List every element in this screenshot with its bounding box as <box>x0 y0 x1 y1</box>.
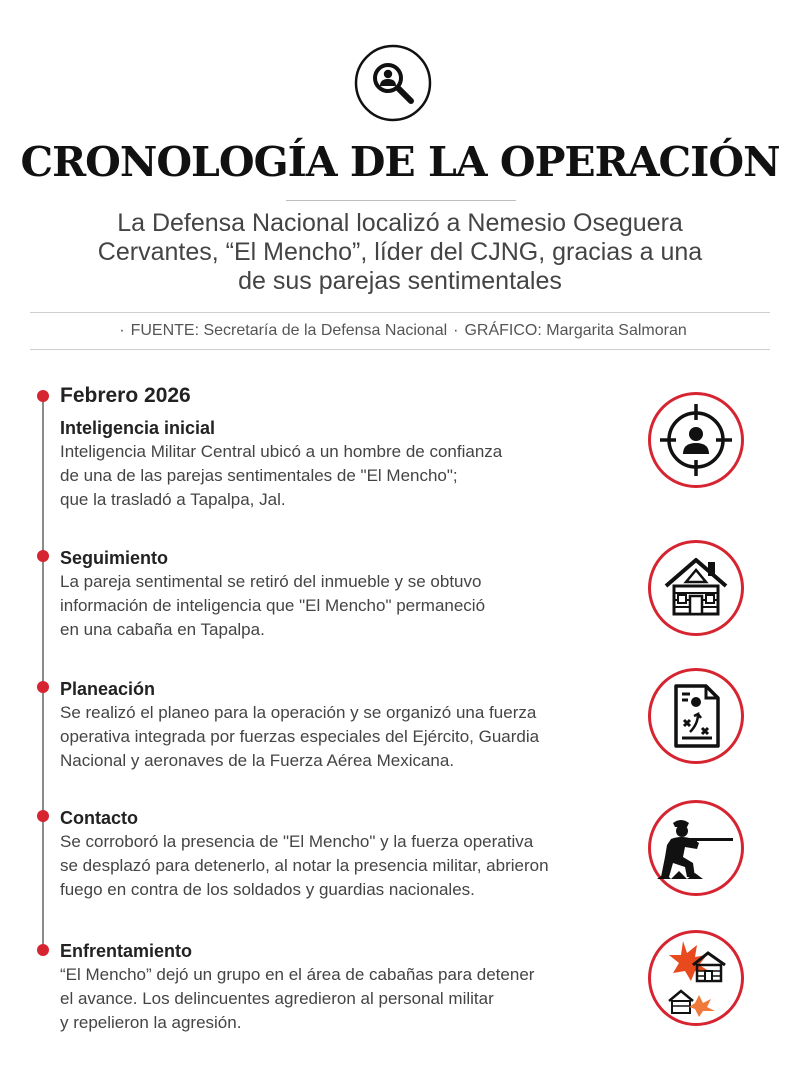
timeline-entry <box>60 546 600 642</box>
entry-icon-circle <box>648 930 744 1026</box>
cabin-icon <box>656 548 736 628</box>
entry-text: Se corroboró la presencia de "El Mencho" y la fuerza operativa se desplazó para detenerlo, al notar la presencia militar, abrieron fuego en contra de los soldados y guardias nacionales. <box>60 832 549 899</box>
entry-icon-circle <box>648 392 744 488</box>
entry-heading: Seguimiento <box>60 548 169 568</box>
subtitle <box>60 209 740 296</box>
entry-text: Inteligencia Militar Central ubicó a un hombre de confianza de una de las parejas sentimentales de "El Mencho"; que la trasladó a Tapalpa, Jal. <box>60 442 503 509</box>
timeline-dot <box>37 944 49 956</box>
credit-bullet: · <box>119 322 125 339</box>
graphic-credit: GRÁFICO: Margarita Salmoran <box>464 322 687 339</box>
credits-bar <box>30 312 770 350</box>
entry-heading: Inteligencia inicial <box>60 418 216 438</box>
entry-text: “El Mencho” dejó un grupo en el área de cabañas para detener el avance. Los delincuentes agredieron al personal militar y repelieron la agresión. <box>60 965 535 1032</box>
strategy-plan-icon <box>656 676 736 756</box>
timeline-entry <box>60 806 600 902</box>
entry-heading: Contacto <box>60 808 138 828</box>
timeline-dot <box>37 390 49 402</box>
entry-icon-circle <box>648 800 744 896</box>
entry-heading: Enfrentamiento <box>60 941 193 961</box>
entry-heading: Planeación <box>60 679 156 699</box>
entry-icon-circle <box>648 668 744 764</box>
timeline-line <box>42 394 44 954</box>
timeline-dot <box>37 810 49 822</box>
entry-text: Se realizó el planeo para la operación y se organizó una fuerza operativa integrada por fuerzas especiales del Ejército, Guardia Nacional y aeronaves de la Fuerza Aérea Mexicana. <box>60 703 540 770</box>
entry-icon-circle <box>648 540 744 636</box>
target-person-icon <box>656 400 736 480</box>
soldier-rifle-icon <box>653 805 739 891</box>
explosion-cabins-icon <box>653 935 739 1021</box>
page-title: CRONOLOGÍA DE LA OPERACIÓN <box>20 138 780 186</box>
subtitle-line: Cervantes, “El Mencho”, líder del CJNG, gracias a una <box>97 238 703 266</box>
timeline-dot <box>37 550 49 562</box>
subtitle-line: de sus parejas sentimentales <box>238 267 562 295</box>
magnifier-person-icon <box>354 44 432 122</box>
subtitle-line: La Defensa Nacional localizó a Nemesio Oseguera <box>117 209 683 237</box>
entry-text: La pareja sentimental se retiró del inmueble y se obtuvo información de inteligencia que "El Mencho" permaneció en una cabaña en Tapalpa. <box>60 572 486 639</box>
title-divider <box>286 200 516 201</box>
source-credit: FUENTE: Secretaría de la Defensa Nacional <box>130 322 448 339</box>
timeline-entry <box>60 416 600 512</box>
timeline-entry <box>60 939 600 1035</box>
timeline-entry <box>60 677 600 773</box>
credit-bullet: · <box>453 322 459 339</box>
timeline-month: Febrero 2026 <box>60 384 191 407</box>
timeline-dot <box>37 681 49 693</box>
